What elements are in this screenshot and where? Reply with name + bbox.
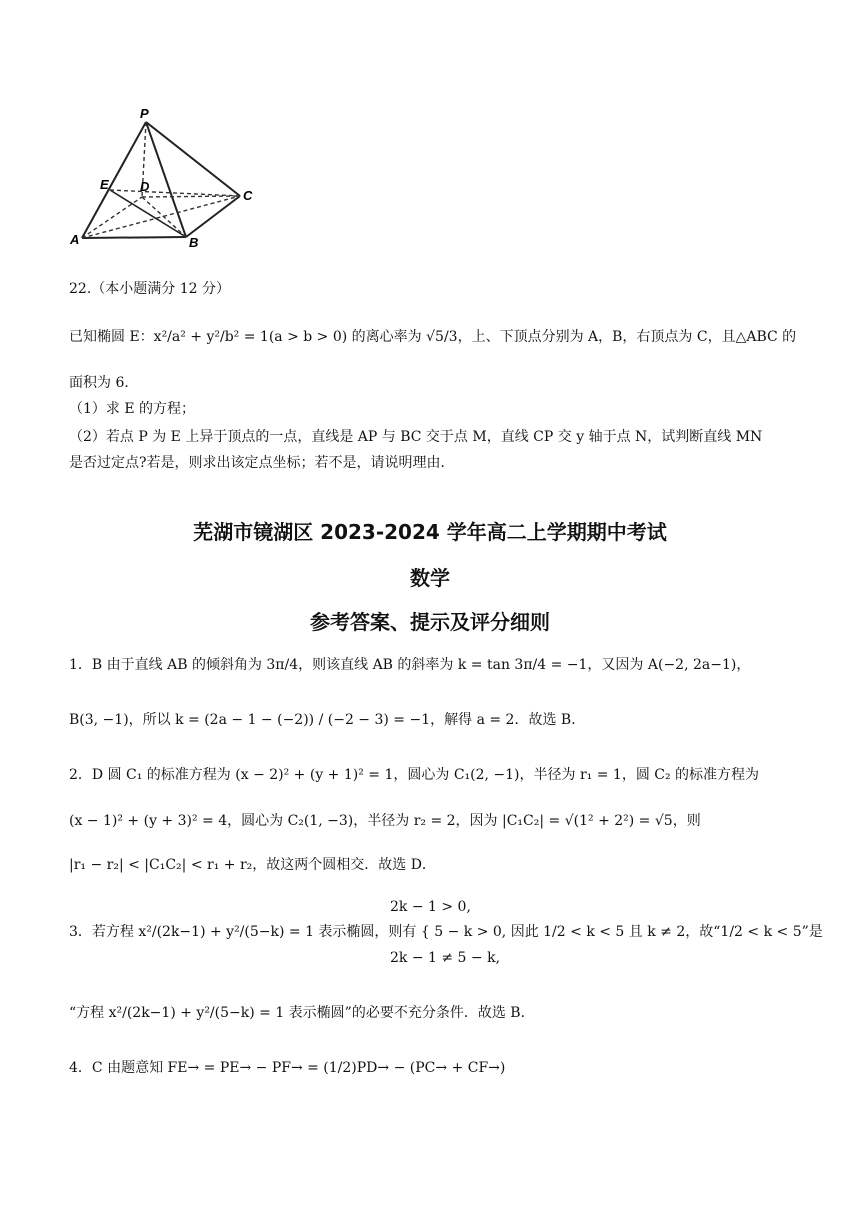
answer-3-line2: “方程 x²/(2k−1) + y²/(5−k) = 1 表示椭圆”的必要不充分条件．故选 B． <box>69 1005 535 1021</box>
problem-22-part2-line2: 是否过定点?若是，则求出该定点坐标；若不是，请说明理由． <box>69 455 455 471</box>
problem-22-part1: （1）求 E 的方程； <box>69 401 196 417</box>
label-d: D <box>140 179 150 194</box>
label-p: P <box>140 106 149 121</box>
label-c: C <box>243 188 253 203</box>
problem-22-part2-line1: （2）若点 P 为 E 上异于顶点的一点，直线是 AP 与 BC 交于点 M，直线 CP 交 y 轴于点 N，试判断直线 MN <box>69 429 763 445</box>
label-e: E <box>100 177 109 192</box>
answer-1-line1: 1．B 由于直线 AB 的倾斜角为 3π/4，则该直线 AB 的斜率为 k = tan 3π/4 = −1，又因为 A(−2, 2a−1)， <box>69 657 751 673</box>
geometry-figure <box>68 100 264 248</box>
answer-4-line1: 4．C 由题意知 FE→ = PE→ − PF→ = (1/2)PD→ − (PC→ + CF→) <box>69 1060 506 1076</box>
answer-3-system-row3: 2k − 1 ≠ 5 − k, <box>390 950 501 966</box>
label-b: B <box>189 235 199 248</box>
answer-3-system-row1: 2k − 1 > 0, <box>390 899 471 915</box>
subject-title: 数学 <box>410 566 450 590</box>
problem-22-title: 22.（本小题满分 12 分） <box>69 281 230 297</box>
answer-1-line2: B(3, −1)，所以 k = (2a − 1 − (−2)) / (−2 − 3) = −1，解得 a = 2．故选 B． <box>69 712 586 728</box>
pyramid-diagram <box>68 100 264 248</box>
answer-3-line1: 3．若方程 x²/(2k−1) + y²/(5−k) = 1 表示椭圆，则有 { 5 − k > 0, 因此 1/2 < k < 5 且 k ≠ 2，故“1/2 < k < 5”是 <box>69 924 823 940</box>
answer-2-line2: (x − 1)² + (y + 3)² = 4，圆心为 C₂(1, −3)，半径为 r₂ = 2，因为 |C₁C₂| = √(1² + 2²) = √5，则 <box>69 813 701 829</box>
answer-key-title: 参考答案、提示及评分细则 <box>310 610 550 634</box>
problem-22-stem-line2: 面积为 6． <box>69 375 139 391</box>
page-title: 芜湖市镜湖区 2023-2024 学年高二上学期期中考试 <box>193 520 667 544</box>
problem-22-stem-line1: 已知椭圆 E：x²/a² + y²/b² = 1(a > b > 0) 的离心率为 √5/3，上、下顶点分别为 A，B，右顶点为 C，且△ABC 的 <box>69 329 797 345</box>
answer-2-line3: |r₁ − r₂| < |C₁C₂| < r₁ + r₂，故这两个圆相交．故选 D． <box>69 857 436 873</box>
answer-2-line1: 2．D 圆 C₁ 的标准方程为 (x − 2)² + (y + 1)² = 1，圆心为 C₁(2, −1)，半径为 r₁ = 1，圆 C₂ 的标准方程为 <box>69 767 760 783</box>
label-a: A <box>70 232 80 247</box>
